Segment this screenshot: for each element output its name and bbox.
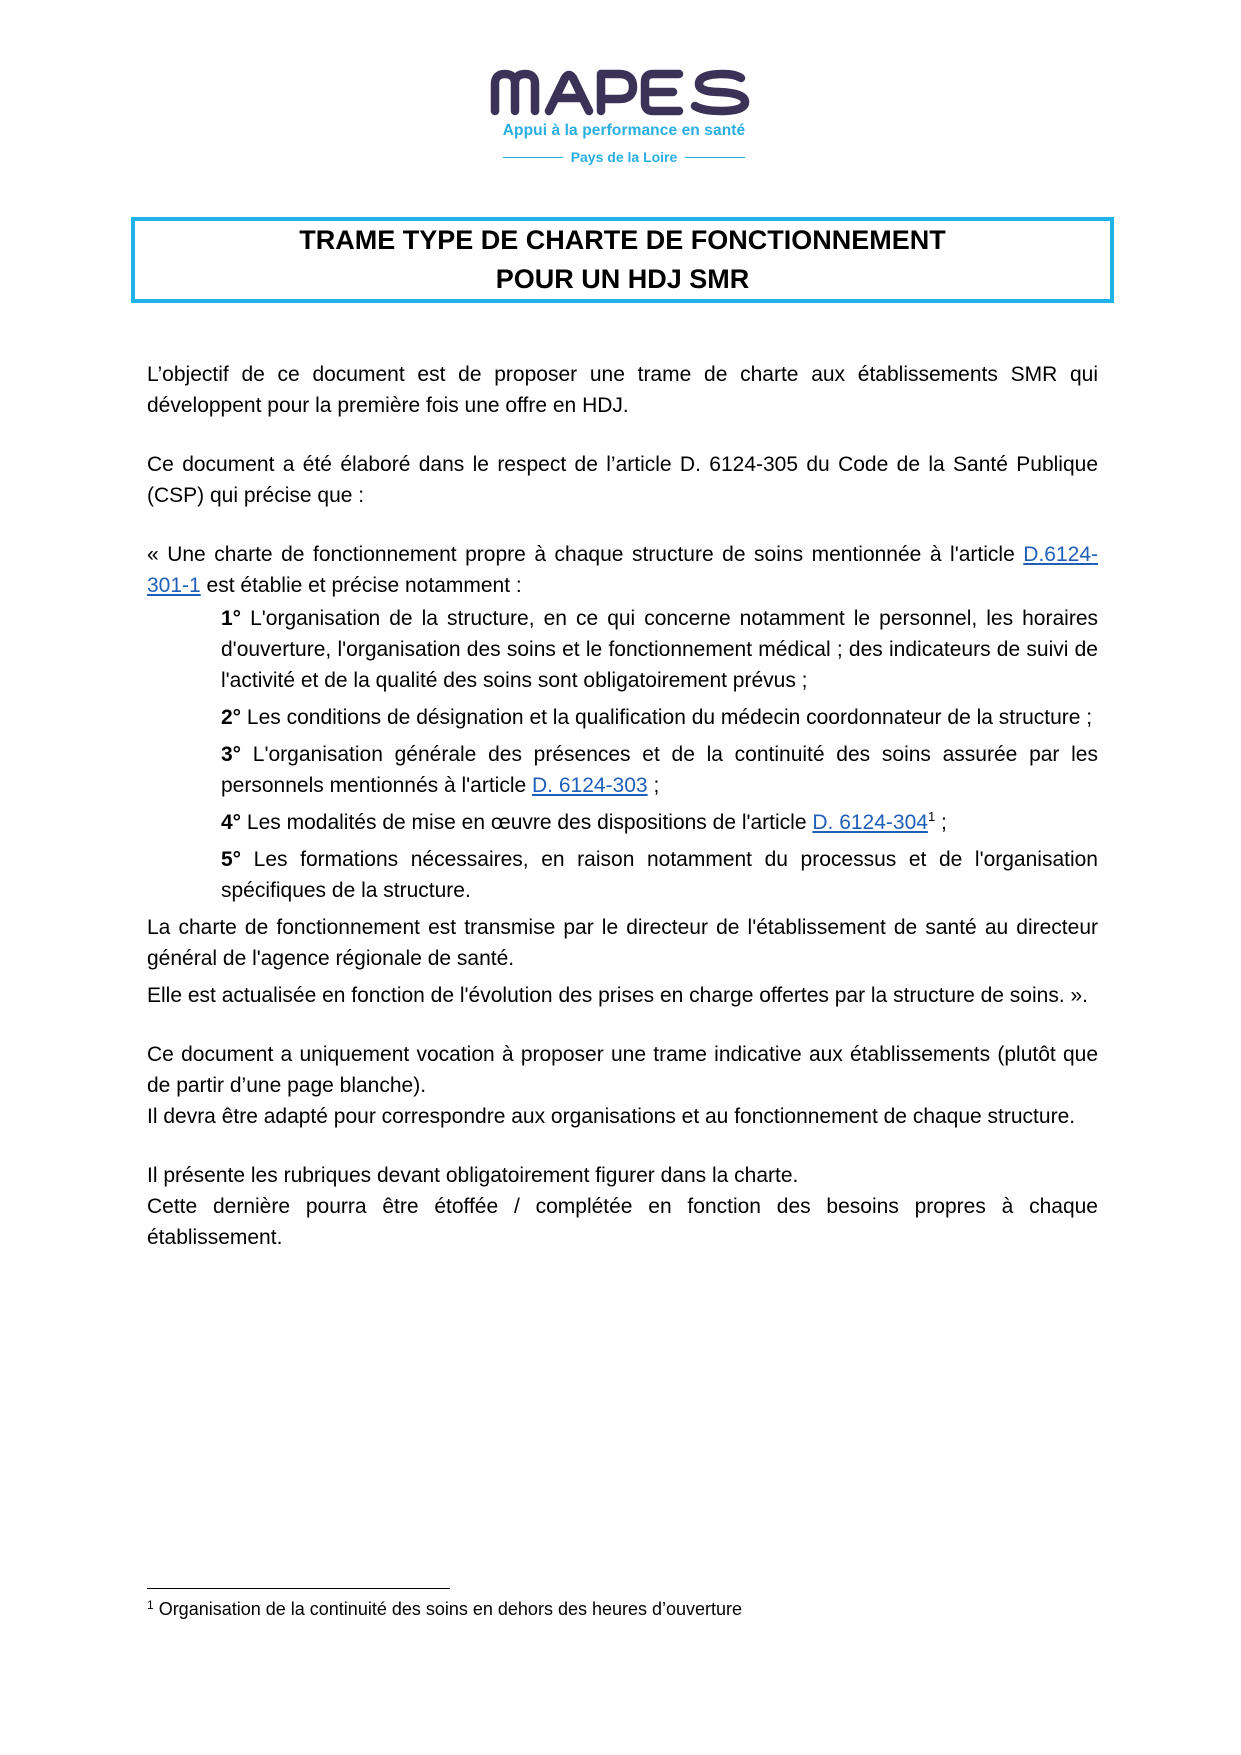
item-text: Les conditions de désignation et la qualification du médecin coordonnateur de la structure ; xyxy=(241,706,1093,729)
quote-lead-text: « Une charte de fonctionnement propre à chaque structure de soins mentionnée à l'article xyxy=(147,543,1024,566)
quote-list xyxy=(221,603,1098,906)
item-number: 2° xyxy=(221,706,242,729)
item-number: 3° xyxy=(221,743,242,766)
logo-tagline: Appui à la performance en santé xyxy=(502,122,746,139)
mapes-logo xyxy=(489,68,759,170)
logo-rule-right xyxy=(685,157,745,158)
quote-transmit-paragraph: La charte de fonctionnement est transmise par le directeur de l'établissement de santé au directeur général de l'agence régionale de santé. xyxy=(147,916,1098,970)
document-title-line-1: TRAME TYPE DE CHARTE DE FONCTIONNEMENT xyxy=(299,225,946,255)
intro-paragraph-2: Ce document a été élaboré dans le respect de l’article D. 6124-305 du Code de la Santé Publique (CSP) qui précise que : xyxy=(147,453,1098,507)
logo-region xyxy=(489,148,759,166)
list-item xyxy=(221,807,1098,838)
footnote xyxy=(147,1597,1047,1621)
quote-lead xyxy=(147,539,1098,601)
item-text: Les modalités de mise en œuvre des dispositions de l'article xyxy=(241,811,813,834)
list-item xyxy=(221,702,1098,733)
link-d6124-304[interactable]: D. 6124-304 xyxy=(812,811,928,834)
link-d6124-301-1[interactable]: D.6124-301-1 xyxy=(147,543,1098,597)
footnote-mark: 1 xyxy=(147,1598,154,1612)
closing-paragraph-3: Il présente les rubriques devant obligatoirement figurer dans la charte. xyxy=(147,1164,799,1187)
list-item xyxy=(221,739,1098,801)
document-body xyxy=(147,359,1098,1253)
footnote-text: Organisation de la continuité des soins en dehors des heures d’ouverture xyxy=(153,1599,743,1619)
footnote-separator xyxy=(147,1588,450,1589)
item-number: 4° xyxy=(221,811,242,834)
mapes-wordmark xyxy=(489,68,759,116)
closing-paragraph-2: Il devra être adapté pour correspondre aux organisations et au fonctionnement de chaque structure. xyxy=(147,1105,1076,1128)
title-frame xyxy=(131,217,1114,303)
list-item xyxy=(221,603,1098,696)
quote-update-paragraph: Elle est actualisée en fonction de l'évolution des prises en charge offertes par la structure de soins. ». xyxy=(147,984,1089,1007)
quote-lead-tail: est établie et précise notamment : xyxy=(200,574,522,597)
link-d6124-303[interactable]: D. 6124-303 xyxy=(532,774,648,797)
closing-paragraph-4: Cette dernière pourra être étoffée / complétée en fonction des besoins propres à chaque établissement. xyxy=(147,1195,1098,1249)
item-text: L'organisation de la structure, en ce qui concerne notamment le personnel, les horaires d'ouverture, l'organisation des soins et le fonctionnement médical ; des indicateurs de suivi de l'activité et de la qualité des soins sont obligatoirement prévus ; xyxy=(221,607,1098,692)
document-title-line-2: POUR UN HDJ SMR xyxy=(495,264,750,294)
item-number: 5° xyxy=(221,848,242,871)
intro-paragraph-1: L’objectif de ce document est de proposer une trame de charte aux établissements SMR qui développent pour la première fois une offre en HDJ. xyxy=(147,363,1098,417)
footnote-reference[interactable]: 1 xyxy=(927,809,936,824)
item-text: Les formations nécessaires, en raison notamment du processus et de l'organisation spécifiques de la structure. xyxy=(221,848,1098,902)
list-item xyxy=(221,844,1098,906)
closing-paragraph-1: Ce document a uniquement vocation à proposer une trame indicative aux établissements (plutôt que de partir d’une page blanche). xyxy=(147,1043,1098,1097)
item-number: 1° xyxy=(221,607,242,630)
logo-rule-left xyxy=(503,157,563,158)
item-tail: ; xyxy=(647,774,660,797)
item-text: L'organisation générale des présences et de la continuité des soins assurée par les personnels mentionnés à l'article xyxy=(221,743,1098,797)
item-tail: ; xyxy=(935,811,947,834)
logo-region-label: Pays de la Loire xyxy=(570,149,678,165)
